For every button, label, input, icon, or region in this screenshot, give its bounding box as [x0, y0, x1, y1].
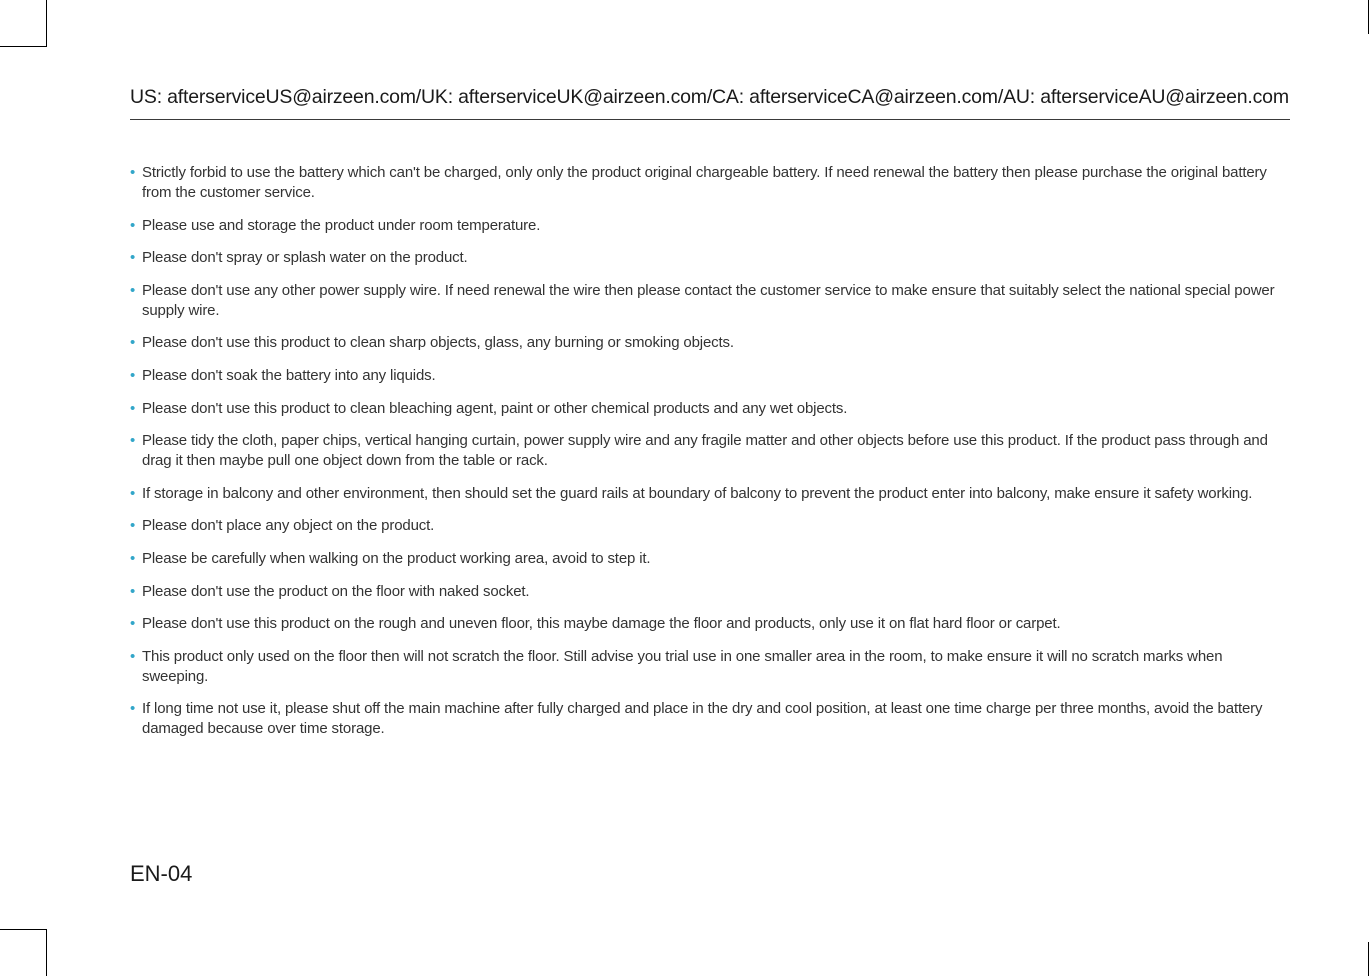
note-text: Strictly forbid to use the battery which can't be charged, only only the product original chargeable battery. If need renewal the battery then please purchase the original battery from the customer service. — [142, 164, 1267, 201]
bullet-icon: • — [130, 647, 136, 665]
list-item — [130, 582, 1288, 602]
crop-mark-top-left-vertical — [46, 0, 47, 46]
note-text: This product only used on the floor then will not scratch the floor. Still advise you trial use in one smaller area in the room, to make ensure it will no scratch marks when sweeping. — [142, 647, 1223, 685]
note-text: Please don't use this product to clean sharp objects, glass, any burning or smoking objects. — [142, 334, 734, 352]
safety-notes-list — [130, 163, 1288, 752]
note-text: Please don't soak the battery into any liquids. — [142, 366, 436, 384]
bullet-icon: • — [130, 484, 136, 502]
page-number: EN-04 — [130, 861, 193, 886]
list-item — [130, 516, 1288, 536]
crop-mark-bottom-left-vertical — [46, 929, 47, 976]
list-item — [130, 216, 1288, 236]
crop-mark-bottom-left-horizontal — [0, 929, 47, 930]
crop-mark-top-left-horizontal — [0, 46, 47, 47]
list-item — [130, 399, 1288, 419]
note-text: Please tidy the cloth, paper chips, vertical hanging curtain, power supply wire and any fragile matter and other objects before use this product. If the product pass through and drag it then maybe pull one object down from the table or rack. — [142, 432, 1268, 470]
list-item — [130, 366, 1288, 386]
list-item — [130, 647, 1288, 687]
bullet-icon: • — [130, 549, 136, 567]
bullet-icon: • — [130, 700, 136, 718]
note-text: Please don't place any object on the product. — [142, 517, 435, 535]
list-item — [130, 248, 1288, 268]
note-text: Please be carefully when walking on the product working area, avoid to step it. — [142, 549, 651, 567]
note-text: Please don't spray or splash water on the product. — [142, 249, 468, 267]
list-item — [130, 484, 1288, 504]
note-text: If storage in balcony and other environment, then should set the guard rails at boundary of balcony to prevent the product enter into balcony, make ensure it safety working. — [142, 484, 1253, 502]
list-item — [130, 549, 1288, 569]
list-item — [130, 163, 1288, 203]
bullet-icon: • — [130, 164, 136, 181]
bullet-icon: • — [130, 281, 136, 299]
bullet-icon: • — [130, 366, 136, 384]
bullet-icon: • — [130, 216, 136, 234]
note-text: Please don't use any other power supply wire. If need renewal the wire then please contact the customer service to make ensure that suitably select the national special power supply wire. — [142, 281, 1275, 319]
crop-mark-bottom-right-vertical — [1368, 942, 1369, 976]
bullet-icon: • — [130, 615, 136, 633]
bullet-icon: • — [130, 432, 136, 450]
note-text: Please don't use this product on the rough and uneven floor, this maybe damage the floor and products, only use it on flat hard floor or carpet. — [142, 615, 1061, 633]
crop-mark-top-right-vertical — [1368, 0, 1369, 34]
note-text: If long time not use it, please shut off the main machine after fully charged and place in the dry and cool position, at least one time charge per three months, avoid the battery damaged because over time storage. — [142, 700, 1263, 738]
bullet-icon: • — [130, 334, 136, 352]
note-text: Please don't use this product to clean bleaching agent, paint or other chemical products and any wet objects. — [142, 399, 848, 417]
list-item — [130, 431, 1288, 471]
header-divider — [130, 119, 1290, 120]
note-text: Please don't use the product on the floor with naked socket. — [142, 582, 530, 600]
list-item — [130, 699, 1288, 739]
list-item — [130, 333, 1288, 353]
bullet-icon: • — [130, 582, 136, 600]
bullet-icon: • — [130, 399, 136, 417]
bullet-icon: • — [130, 517, 136, 535]
list-item — [130, 281, 1288, 321]
note-text: Please use and storage the product under room temperature. — [142, 216, 541, 234]
list-item — [130, 614, 1288, 634]
bullet-icon: • — [130, 249, 136, 267]
service-contacts-header: US: afterserviceUS@airzeen.com/UK: afterserviceUK@airzeen.com/CA: afterserviceCA@airzeen.com/AU: afterserviceAU@airzeen.com — [130, 86, 1289, 108]
